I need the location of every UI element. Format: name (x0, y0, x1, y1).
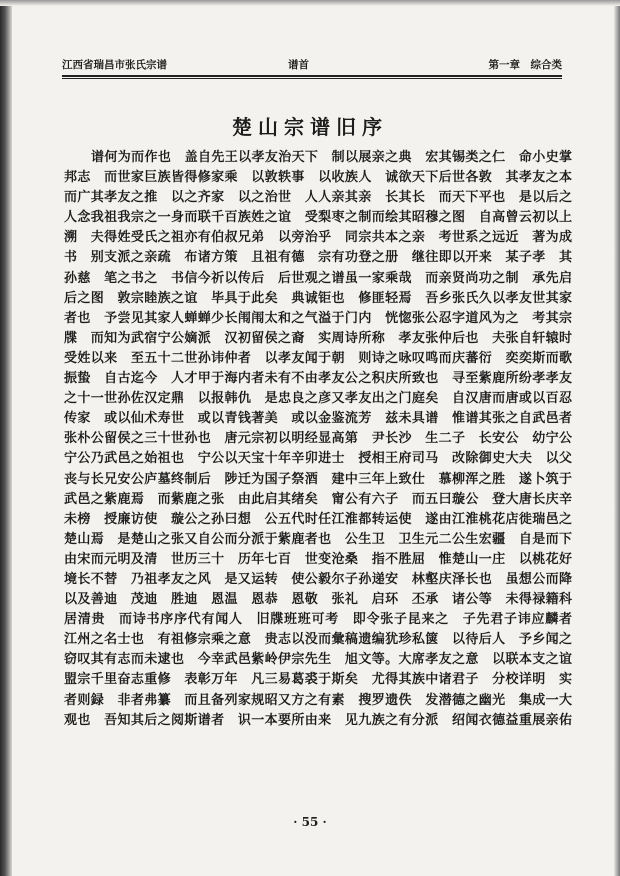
text-line: 居清贵 而诗书序序代有闻人 旧牒班班可考 即令张子昆来之 子先君子讳应麟者 (64, 612, 572, 628)
text-line: 而广其孝友之推 以之齐家 以之治世 人人亲其亲 长其长 而天下平也 是以后之 (64, 190, 572, 206)
text-line: 人念我祖我宗之一身而联千百族姓之谊 受梨枣之制而绘其昭穆之图 自高曾云初以上 (64, 210, 572, 226)
text-line: 振蛰 自古迄今 人才甲于海内者未有不由孝友公之积庆所致也 寻至紫鹿所纷孝孝友 (64, 371, 572, 387)
text-line: 孙慈 笔之书之 书信今祈以传后 后世观之谱虽一家乘哉 而亲贤尚功之制 承先启 (64, 270, 572, 286)
text-line: 者则録 非者弗纂 而且备列家规昭又方之有素 搜罗遗佚 发潜德之幽光 集成一大 (64, 692, 572, 708)
header-section: 谱首 (288, 59, 309, 71)
header-rule-thick (62, 75, 562, 77)
running-header (62, 57, 562, 75)
text-line: 未榜 授廉访使 璇公之孙曰想 公五代时任江淮都转运使 遂由江淮桃花店徙瑞邑之 (64, 511, 572, 527)
text-line: 楚山焉 是楚山之张又自公而分派于紫鹿者也 公生卫 卫生元二公生宏疆 自是而下 (64, 531, 572, 547)
text-line: 传家 或以仙术寿世 或以青钱著美 或以金鉴流芳 兹未具谱 惟谱其张之自武邑者 (64, 411, 572, 427)
text-line: 后之图 敦宗睦族之谊 毕具于此矣 典诚钜也 修匪轻焉 吾乡张氏久以孝友世其家 (64, 290, 572, 306)
page-edge-top (0, 0, 620, 6)
text-line: 境长不替 乃祖孝友之风 是又运转 使公毅尔子孙递安 林壑庆泽长也 虽想公而降 (64, 571, 572, 587)
text-line: 书 别支派之亲疏 布诸方策 且祖有德 宗有功登之册 继往即以开来 某子孝 其 (64, 250, 572, 266)
text-line: 以及善迪 茂迪 胜迪 恩温 恩恭 恩敬 张礼 启环 丕承 诸公等 未得禄籍科 (64, 592, 572, 608)
text-line: 宁公乃武邑之始祖也 宁公以天宝十年辛卯进士 授相王府司马 改除御史大夫 以父 (64, 451, 572, 467)
text-line: 丧与长兄安公庐墓终制后 陟迁为国子祭酒 建中三年上致仕 慕柳浑之胜 遂卜筑于 (64, 471, 572, 487)
text-line: 观也 吾知其后之阅斯谱者 识一本要所由来 见九族之有分派 绍闻衣德益重展亲佑 (64, 712, 572, 728)
header-book-title: 江西省瑞昌市张氏宗谱 (62, 59, 167, 71)
text-line: 邦志 而世家巨族皆得修家乘 以敦轶事 以收族人 诚欲天下后世各敦 其孝友之本 (64, 170, 572, 186)
text-line: 受姓以来 至五十二世孙讳仲者 以孝友闻于朝 则诗之咏叹鸣而庆蕃衍 奕奕斯而歌 (64, 350, 572, 366)
text-line: 溯 夫得姓受氏之祖亦有伯叔兄弟 以旁治乎 同宗共本之亲 考世系之远近 著为成 (64, 230, 572, 246)
text-line: 者也 予尝见其家人蝉蝉少长闱闱太和之气溢于门内 恍惚张公忍字道风为之 考其宗 (64, 310, 572, 326)
page-number: · 55 · (293, 815, 327, 829)
text-line: 由宋而元明及清 世历三十 历年七百 世变沧桑 指不胜屈 惟楚山一庄 以桃花好 (64, 551, 572, 567)
text-line: 盟宗千里奋志重修 表彰万年 凡三易葛裘于斯矣 尤得其族中诸君子 分校详明 实 (64, 672, 572, 688)
text-line: 江州之名士也 有祖修宗乘之意 贵志以没而彙稿遗编犹珍私箧 以待后人 予乡闻之 (64, 632, 572, 648)
text-line: 谱何为而作也 盖自先王以孝友治天下 制以展亲之典 宏其锡类之仁 命小史掌 (91, 150, 572, 165)
text-line: 张朴公留侯之三十世孙也 唐元宗初以明经显高第 尹长沙 生二子 长安公 幼宁公 (64, 431, 572, 447)
header-rule-thin (62, 78, 562, 79)
header-chapter: 第一章 综合类 (488, 59, 562, 71)
text-line: 窃叹其有志而未逮也 今幸武邑紫岭伊宗先生 旭文等。大席孝友之意 以联本支之谊 (64, 652, 572, 668)
text-line: 武邑之紫鹿焉 而紫鹿之张 由此启其绪矣 甯公有六子 而五曰璇公 登大唐长庆辛 (64, 491, 572, 507)
page-title: 楚山宗谱旧序 (232, 115, 388, 139)
text-line: 牒 而知为武宿宁公嫡派 汉初留侯之裔 实周诗所称 孝友张仲后也 夫张自轩辕时 (64, 330, 572, 346)
preface-body (64, 148, 572, 731)
text-line: 之十一世孙佐汉定鼎 以报韩仇 是忠良之彦又孝友出之门庭矣 自汉唐而唐或以百忍 (64, 391, 572, 407)
